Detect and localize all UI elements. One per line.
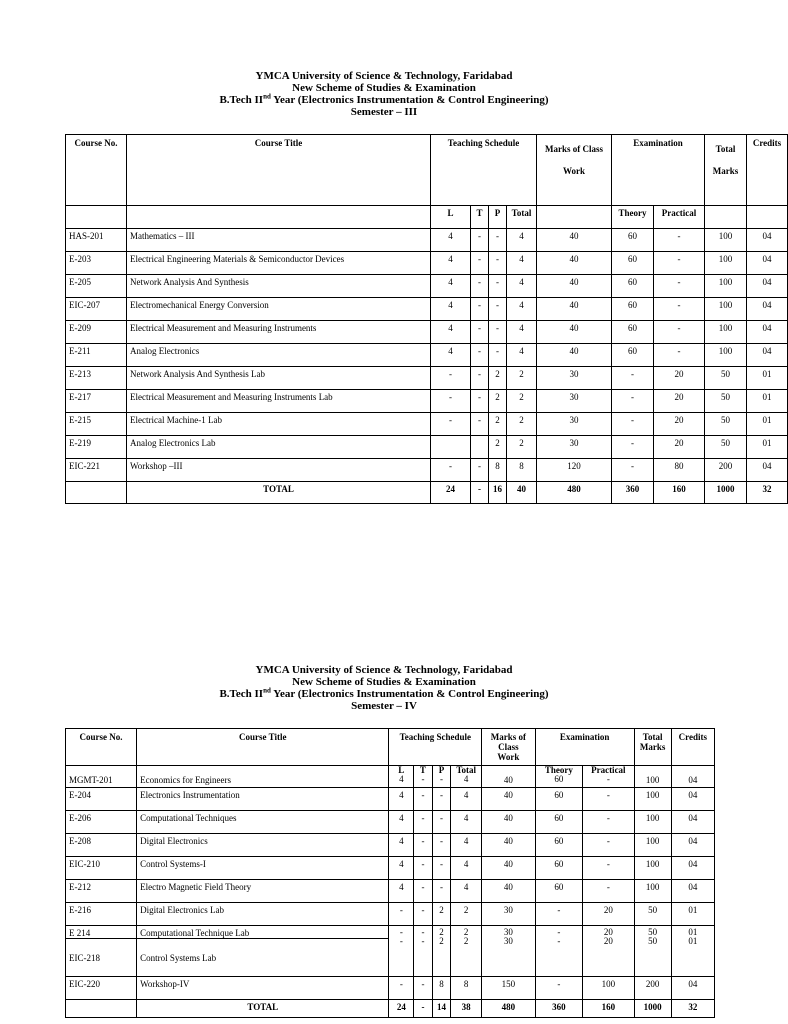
semester-3-table bbox=[65, 134, 788, 504]
cell-t: - bbox=[414, 788, 433, 811]
cell-practical: - bbox=[654, 252, 705, 275]
cell-p: 2 bbox=[489, 413, 507, 436]
cell-p: - bbox=[432, 880, 451, 903]
cell-p: 2 bbox=[489, 390, 507, 413]
cell-practical: - bbox=[654, 229, 705, 252]
cell-title: Electromechanical Energy Conversion bbox=[127, 298, 431, 321]
cell-no: E-211 bbox=[66, 344, 127, 367]
cell-l: 4 bbox=[431, 298, 471, 321]
table-row bbox=[66, 880, 715, 903]
cell-mcw: 40 bbox=[482, 788, 536, 811]
cell-theory: 60 bbox=[535, 834, 582, 857]
col-teaching-schedule: Teaching Schedule bbox=[431, 135, 537, 206]
col-course-no: Course No. bbox=[66, 729, 137, 766]
cell-l: - bbox=[389, 903, 414, 926]
cell-practical: - bbox=[583, 788, 635, 811]
cell-t: - bbox=[471, 344, 489, 367]
table-row: E 214 Computational Technique Lab - - - - 2 2 2 2 30 30 - - 20 20 50 50 01 01 bbox=[66, 926, 715, 939]
cell-mcw: 30 bbox=[537, 413, 612, 436]
cell-credits: 04 bbox=[747, 344, 788, 367]
cell-no: E-216 bbox=[66, 903, 137, 926]
cell-theory: - bbox=[612, 436, 654, 459]
cell-no: E-212 bbox=[66, 880, 137, 903]
cell-l: - bbox=[431, 459, 471, 482]
cell-mcw: 120 bbox=[537, 459, 612, 482]
cell-p: 2 bbox=[432, 903, 451, 926]
cell-l: - bbox=[431, 413, 471, 436]
cell-no: EIC-210 bbox=[66, 857, 137, 880]
cell-t: - bbox=[471, 390, 489, 413]
cell-tm: 100 bbox=[705, 275, 747, 298]
cell-tm: 50 bbox=[634, 903, 671, 926]
cell-t: - bbox=[471, 321, 489, 344]
cell-mcw: 40 bbox=[482, 811, 536, 834]
cell-no: E-205 bbox=[66, 275, 127, 298]
cell-total: 4 bbox=[507, 321, 537, 344]
cell-p: 2 bbox=[489, 436, 507, 459]
cell-t: - bbox=[471, 459, 489, 482]
cell-credits: 04 bbox=[671, 788, 714, 811]
cell-p: - bbox=[489, 229, 507, 252]
cell-l: 4 bbox=[389, 880, 414, 903]
table-subheader-row bbox=[66, 206, 788, 229]
cell-credits: 04 bbox=[671, 857, 714, 880]
semester-title: Semester – IV bbox=[351, 700, 417, 712]
table-row bbox=[66, 834, 715, 857]
cell-mcw: 30 bbox=[537, 367, 612, 390]
cell-practical: - bbox=[654, 321, 705, 344]
cell-mcw: 40 bbox=[482, 880, 536, 903]
cell-p: - bbox=[489, 252, 507, 275]
cell-tm: 50 bbox=[705, 367, 747, 390]
cell-theory: - bbox=[612, 413, 654, 436]
cell-credits: 04 bbox=[747, 229, 788, 252]
semester-4-table bbox=[65, 728, 715, 1018]
cell-practical: - bbox=[583, 811, 635, 834]
cell-no: E-204 bbox=[66, 788, 137, 811]
cell-t: - bbox=[414, 903, 433, 926]
col-marks-class-work: Marks of Class Work bbox=[482, 729, 536, 766]
cell-practical: - bbox=[654, 344, 705, 367]
cell-mcw: 40 bbox=[537, 321, 612, 344]
cell-l: 4 bbox=[389, 834, 414, 857]
cell-theory: 60 bbox=[612, 275, 654, 298]
cell-practical: - bbox=[583, 834, 635, 857]
total-label: TOTAL bbox=[127, 482, 431, 504]
total-row: TOTAL 24 - 16 40 480 360 160 1000 32 bbox=[66, 482, 788, 504]
cell-practical: - bbox=[583, 857, 635, 880]
cell-tm: 50 bbox=[705, 436, 747, 459]
cell-credits: 04 bbox=[747, 298, 788, 321]
cell-theory: - bbox=[535, 903, 582, 926]
semester-3-heading bbox=[0, 70, 768, 118]
cell-theory: - bbox=[612, 390, 654, 413]
cell-total: 4 bbox=[507, 298, 537, 321]
cell-tm: 100 bbox=[705, 252, 747, 275]
cell-l: 4 bbox=[431, 344, 471, 367]
cell-theory: 60 bbox=[612, 229, 654, 252]
cell-p: - bbox=[489, 344, 507, 367]
cell-tm: 100 bbox=[634, 811, 671, 834]
cell-no: E-209 bbox=[66, 321, 127, 344]
cell-title: Computational Techniques bbox=[137, 811, 389, 834]
cell-total: 4 bbox=[451, 834, 482, 857]
cell-t: - bbox=[471, 298, 489, 321]
cell-credits: 04 bbox=[747, 275, 788, 298]
cell-total: 4 bbox=[451, 788, 482, 811]
cell-no: EIC-221 bbox=[66, 459, 127, 482]
cell-no: E-206 bbox=[66, 811, 137, 834]
table-row bbox=[66, 229, 788, 252]
cell-theory: 60 bbox=[612, 321, 654, 344]
table-row bbox=[66, 390, 788, 413]
col-examination: Examination bbox=[612, 135, 705, 206]
cell-no: E-217 bbox=[66, 390, 127, 413]
cell-no: E-219 bbox=[66, 436, 127, 459]
cell-theory: 60 bbox=[612, 252, 654, 275]
cell-total: 2 bbox=[507, 436, 537, 459]
cell-mcw: 40 bbox=[482, 857, 536, 880]
university-name: YMCA University of Science & Technology, Faridabad bbox=[255, 664, 513, 676]
cell-tm: 100 bbox=[634, 857, 671, 880]
cell-theory: 60 bbox=[535, 788, 582, 811]
cell-total: 4 bbox=[451, 880, 482, 903]
cell-title: Digital Electronics Lab bbox=[137, 903, 389, 926]
cell-title: Mathematics – III bbox=[127, 229, 431, 252]
cell-no: E-213 bbox=[66, 367, 127, 390]
cell-title: Workshop –III bbox=[127, 459, 431, 482]
cell-t: - bbox=[414, 880, 433, 903]
col-credits: Credits bbox=[747, 135, 788, 206]
cell-mcw: 40 bbox=[537, 229, 612, 252]
cell-practical: - bbox=[654, 298, 705, 321]
cell-tm: 100 bbox=[705, 321, 747, 344]
table-row: EIC-218 Control Systems Lab bbox=[66, 939, 715, 977]
cell-no: EIC-207 bbox=[66, 298, 127, 321]
cell-theory: - bbox=[612, 459, 654, 482]
table-header-row bbox=[66, 729, 715, 766]
semester-title: Semester – III bbox=[350, 106, 418, 118]
cell-tm: 100 bbox=[634, 788, 671, 811]
col-total-marks: Total Marks bbox=[705, 135, 747, 206]
table-row bbox=[66, 857, 715, 880]
cell-practical: 20 bbox=[654, 436, 705, 459]
table-row bbox=[66, 436, 788, 459]
cell-tm: 100 bbox=[705, 298, 747, 321]
col-l: L bbox=[431, 206, 471, 229]
cell-mcw: 30 bbox=[537, 390, 612, 413]
col-total: Total bbox=[507, 206, 537, 229]
cell-title: Analog Electronics bbox=[127, 344, 431, 367]
cell-title: Electrical Measurement and Measuring Instruments bbox=[127, 321, 431, 344]
table-row bbox=[66, 298, 788, 321]
cell-theory: 60 bbox=[612, 344, 654, 367]
university-name: YMCA University of Science & Technology, Faridabad bbox=[255, 70, 513, 82]
cell-t: - bbox=[471, 275, 489, 298]
cell-t: - bbox=[471, 367, 489, 390]
table-row bbox=[66, 788, 715, 811]
scheme-title: New Scheme of Studies & Examination bbox=[292, 676, 476, 688]
cell-credits: 01 bbox=[747, 367, 788, 390]
cell-theory: 60 bbox=[612, 298, 654, 321]
cell-tm: 50 bbox=[705, 390, 747, 413]
cell-p: - bbox=[432, 811, 451, 834]
cell-no: E-208 bbox=[66, 834, 137, 857]
cell-total: 2 bbox=[507, 390, 537, 413]
cell-t: - bbox=[414, 834, 433, 857]
cell-total: 2 bbox=[451, 903, 482, 926]
cell-credits: 04 bbox=[671, 880, 714, 903]
cell-theory: 60 bbox=[535, 857, 582, 880]
semester-4-heading bbox=[0, 664, 768, 712]
cell-credits: 01 bbox=[747, 436, 788, 459]
program-title: B.Tech IInd Year (Electronics Instrumentation & Control Engineering) bbox=[219, 92, 549, 106]
cell-tm: 100 bbox=[705, 229, 747, 252]
cell-total: 4 bbox=[507, 229, 537, 252]
cell-no: E-203 bbox=[66, 252, 127, 275]
cell-l: 4 bbox=[389, 811, 414, 834]
cell-p: - bbox=[432, 857, 451, 880]
cell-t: - bbox=[471, 252, 489, 275]
table-row bbox=[66, 321, 788, 344]
cell-t: - bbox=[471, 413, 489, 436]
table-row bbox=[66, 367, 788, 390]
col-teaching-schedule: Teaching Schedule bbox=[389, 729, 482, 766]
cell-l: 4 bbox=[431, 252, 471, 275]
cell-p: - bbox=[432, 834, 451, 857]
scheme-title: New Scheme of Studies & Examination bbox=[292, 82, 476, 94]
cell-p: - bbox=[489, 321, 507, 344]
cell-title: Electrical Measurement and Measuring Instruments Lab bbox=[127, 390, 431, 413]
col-p: P bbox=[489, 206, 507, 229]
cell-p: - bbox=[432, 788, 451, 811]
col-total-marks: Total Marks bbox=[634, 729, 671, 766]
cell-p: 2 bbox=[489, 367, 507, 390]
cell-title: Network Analysis And Synthesis Lab bbox=[127, 367, 431, 390]
total-row: TOTAL 24 - 14 38 480 360 160 1000 32 bbox=[66, 1000, 715, 1018]
table-header-row bbox=[66, 135, 788, 206]
cell-tm: 50 bbox=[705, 413, 747, 436]
table-row bbox=[66, 344, 788, 367]
cell-title: Electro Magnetic Field Theory bbox=[137, 880, 389, 903]
table-row: MGMT-201 Economics for Engineers L 4 T - P - Total 4 40 Theory 60 Practical - 100 04 bbox=[66, 766, 715, 788]
cell-p: - bbox=[489, 275, 507, 298]
cell-title: Digital Electronics bbox=[137, 834, 389, 857]
cell-l: - bbox=[431, 367, 471, 390]
cell-title: Electronics Instrumentation bbox=[137, 788, 389, 811]
cell-credits: 04 bbox=[747, 321, 788, 344]
cell-mcw: 40 bbox=[537, 298, 612, 321]
cell-l: - bbox=[431, 390, 471, 413]
cell-title: Analog Electronics Lab bbox=[127, 436, 431, 459]
cell-credits: 04 bbox=[671, 811, 714, 834]
table-row bbox=[66, 459, 788, 482]
cell-practical: 20 bbox=[583, 903, 635, 926]
table-row bbox=[66, 275, 788, 298]
cell-practical: 80 bbox=[654, 459, 705, 482]
cell-total: 4 bbox=[507, 252, 537, 275]
cell-total: 2 bbox=[507, 367, 537, 390]
cell-credits: 04 bbox=[671, 834, 714, 857]
cell-title: Electrical Engineering Materials & Semiconductor Devices bbox=[127, 252, 431, 275]
col-practical: Practical bbox=[654, 206, 705, 229]
cell-l: 4 bbox=[431, 229, 471, 252]
table-row bbox=[66, 252, 788, 275]
cell-mcw: 40 bbox=[537, 344, 612, 367]
cell-theory: - bbox=[612, 367, 654, 390]
cell-total: 4 bbox=[451, 857, 482, 880]
table-row bbox=[66, 903, 715, 926]
cell-practical: - bbox=[583, 880, 635, 903]
cell-l bbox=[431, 436, 471, 459]
col-theory: Theory bbox=[612, 206, 654, 229]
cell-title: Electrical Machine-1 Lab bbox=[127, 413, 431, 436]
table-row bbox=[66, 811, 715, 834]
cell-mcw: 40 bbox=[537, 275, 612, 298]
cell-mcw: 40 bbox=[537, 252, 612, 275]
cell-credits: 01 bbox=[747, 390, 788, 413]
cell-theory: 60 bbox=[535, 811, 582, 834]
col-t: T bbox=[471, 206, 489, 229]
cell-t: - bbox=[471, 229, 489, 252]
cell-l: 4 bbox=[389, 857, 414, 880]
col-marks-class-work: Marks of Class Work bbox=[537, 135, 612, 206]
cell-p: 8 bbox=[489, 459, 507, 482]
cell-practical: - bbox=[654, 275, 705, 298]
col-course-title: Course Title bbox=[137, 729, 389, 766]
cell-total: 2 bbox=[507, 413, 537, 436]
cell-title: Network Analysis And Synthesis bbox=[127, 275, 431, 298]
cell-mcw: 30 bbox=[482, 903, 536, 926]
cell-credits: 01 bbox=[671, 903, 714, 926]
cell-tm: 200 bbox=[705, 459, 747, 482]
col-examination: Examination bbox=[535, 729, 634, 766]
cell-mcw: 40 bbox=[482, 834, 536, 857]
table-row: EIC-220 Workshop-IV - - 8 8 150 - 100 200 04 bbox=[66, 977, 715, 1000]
cell-credits: 04 bbox=[747, 459, 788, 482]
cell-title: Control Systems-I bbox=[137, 857, 389, 880]
cell-mcw: 30 bbox=[537, 436, 612, 459]
cell-t bbox=[471, 436, 489, 459]
cell-p: - bbox=[489, 298, 507, 321]
cell-practical: 20 bbox=[654, 390, 705, 413]
cell-practical: 20 bbox=[654, 413, 705, 436]
cell-credits: 01 bbox=[747, 413, 788, 436]
cell-tm: 100 bbox=[634, 880, 671, 903]
program-title: B.Tech IInd Year (Electronics Instrumentation & Control Engineering) bbox=[219, 686, 549, 700]
cell-tm: 100 bbox=[634, 834, 671, 857]
cell-t: - bbox=[414, 857, 433, 880]
col-course-no: Course No. bbox=[66, 135, 127, 206]
cell-total: 4 bbox=[451, 811, 482, 834]
col-credits: Credits bbox=[671, 729, 714, 766]
cell-tm: 100 bbox=[705, 344, 747, 367]
cell-total: 4 bbox=[507, 344, 537, 367]
cell-total: 4 bbox=[507, 275, 537, 298]
col-course-title: Course Title bbox=[127, 135, 431, 206]
cell-total: 8 bbox=[507, 459, 537, 482]
cell-l: 4 bbox=[431, 275, 471, 298]
total-label: TOTAL bbox=[137, 1000, 389, 1018]
cell-l: 4 bbox=[389, 788, 414, 811]
cell-practical: 20 bbox=[654, 367, 705, 390]
cell-theory: 60 bbox=[535, 880, 582, 903]
cell-l: 4 bbox=[431, 321, 471, 344]
cell-credits: 04 bbox=[747, 252, 788, 275]
cell-no: E-215 bbox=[66, 413, 127, 436]
cell-no: HAS-201 bbox=[66, 229, 127, 252]
table-row bbox=[66, 413, 788, 436]
cell-t: - bbox=[414, 811, 433, 834]
